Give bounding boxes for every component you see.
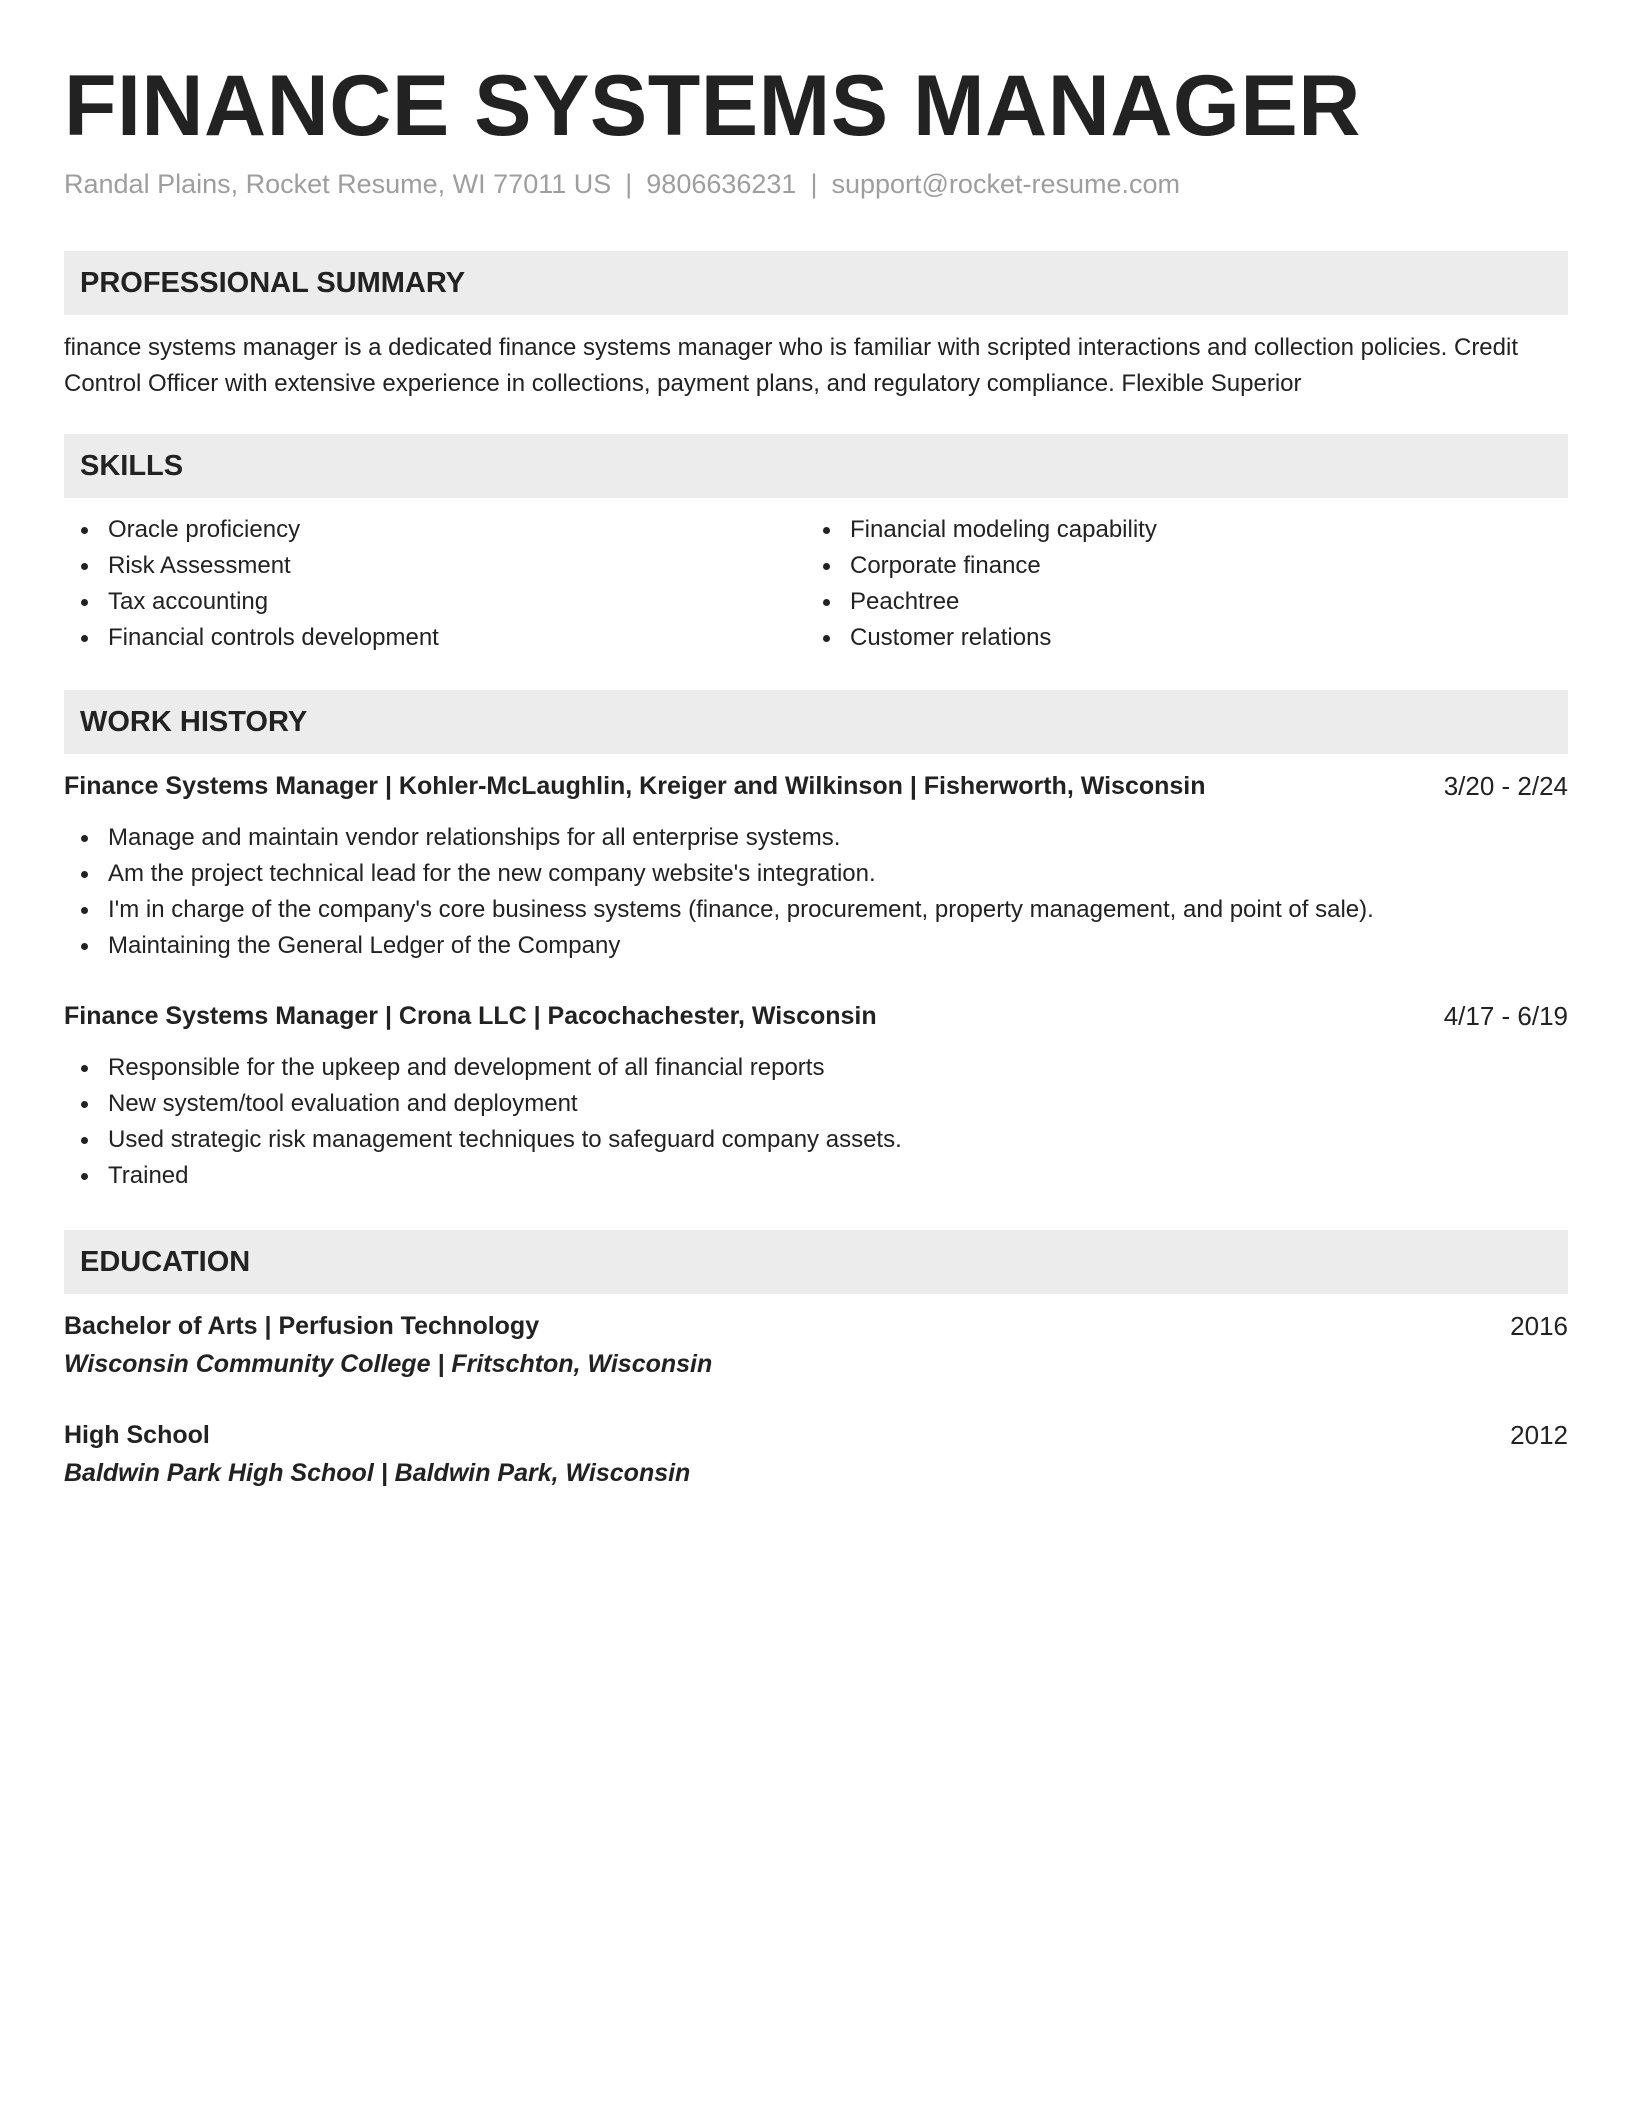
contact-phone: 9806636231: [646, 169, 797, 199]
job-duty-item: I'm in charge of the company's core business systems (finance, procurement, property management, and point of sale).: [64, 892, 1374, 928]
job-duty-item: Responsible for the upkeep and development of all financial reports: [64, 1050, 902, 1086]
job-duty-item: Trained: [64, 1158, 902, 1194]
skill-item: Financial modeling capability: [806, 512, 1157, 548]
degree-title: Bachelor of Arts | Perfusion Technology: [64, 1312, 540, 1340]
school-name: Wisconsin Community College | Fritschton, Wisconsin: [64, 1350, 713, 1378]
skill-item: Tax accounting: [64, 584, 439, 620]
section-heading-education: EDUCATION: [64, 1230, 1568, 1294]
job-entry-header: [64, 766, 1568, 806]
section-heading-skills: SKILLS: [64, 434, 1568, 498]
contact-separator: |: [625, 169, 633, 199]
section-heading-work-history: WORK HISTORY: [64, 690, 1568, 754]
skill-item: Corporate finance: [806, 548, 1157, 584]
skill-item: Oracle proficiency: [64, 512, 439, 548]
contact-address: Randal Plains, Rocket Resume, WI 77011 US: [64, 169, 612, 199]
school-name: Baldwin Park High School | Baldwin Park, Wisconsin: [64, 1459, 691, 1487]
skills-list-right: [806, 512, 1157, 656]
education-entry-header: [64, 1415, 1568, 1455]
job-duty-item: Maintaining the General Ledger of the Company: [64, 928, 1374, 964]
skill-item: Peachtree: [806, 584, 1157, 620]
job-dates: 3/20 - 2/24: [1443, 771, 1568, 801]
education-entry-header: [64, 1306, 1568, 1346]
section-heading-summary: PROFESSIONAL SUMMARY: [64, 251, 1568, 315]
job-title: Finance Systems Manager | Crona LLC | Pacochachester, Wisconsin: [64, 1002, 877, 1030]
degree-title: High School: [64, 1421, 210, 1449]
job-duty-item: Manage and maintain vendor relationships for all enterprise systems.: [64, 820, 1374, 856]
job-duties-list: [64, 820, 1374, 964]
job-duty-item: New system/tool evaluation and deployment: [64, 1086, 902, 1122]
job-entry-header: [64, 996, 1568, 1036]
graduation-year: 2016: [1510, 1311, 1568, 1341]
job-dates: 4/17 - 6/19: [1443, 1001, 1568, 1031]
job-title: Finance Systems Manager | Kohler-McLaughlin, Kreiger and Wilkinson | Fisherworth, Wisconsin: [64, 772, 1206, 800]
job-duty-item: Am the project technical lead for the new company website's integration.: [64, 856, 1374, 892]
skills-list-left: [64, 512, 439, 656]
job-duty-item: Used strategic risk management techniques to safeguard company assets.: [64, 1122, 902, 1158]
contact-email: support@rocket-resume.com: [831, 169, 1180, 199]
graduation-year: 2012: [1510, 1420, 1568, 1450]
job-duties-list: [64, 1050, 902, 1194]
candidate-name: FINANCE SYSTEMS MANAGER: [64, 58, 1361, 154]
skill-item: Customer relations: [806, 620, 1157, 656]
contact-separator: |: [810, 169, 818, 199]
contact-line: [64, 164, 1180, 204]
skill-item: Financial controls development: [64, 620, 439, 656]
summary-text: finance systems manager is a dedicated finance systems manager who is familiar with scripted interactions and collection policies. Credit Control Officer with extensive experience in collections, payment plans, and regulatory compliance. Flexible Superior: [64, 334, 1519, 397]
skill-item: Risk Assessment: [64, 548, 439, 584]
